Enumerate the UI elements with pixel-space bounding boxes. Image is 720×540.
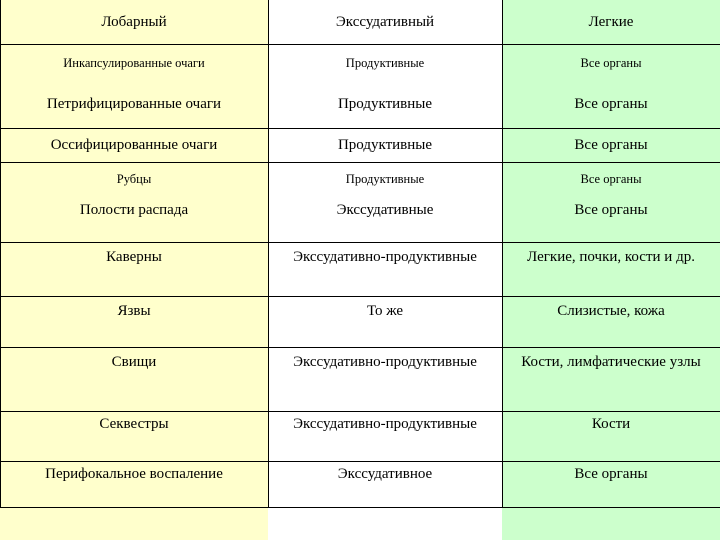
table-row [0,243,720,297]
table-cell: Рубцы [116,171,152,186]
table-row [0,81,720,129]
table-cell: Все органы [574,137,648,153]
table-row [0,412,720,462]
table-cell: Язвы [117,303,151,319]
table-cell: Полости распада [79,202,189,218]
table-cell: Все органы [574,466,648,482]
grid-line-column-1 [268,0,269,508]
table-row [0,45,720,81]
table-cell: Кости, лимфатические узлы [521,354,701,370]
table-cell: Продуктивные [337,96,433,112]
table-cell: Экссудативно-продуктивные [293,249,477,265]
table-row [0,462,720,508]
grid-line-column-2 [502,0,503,508]
grid-line-left [0,0,1,508]
table-cell: Кости [591,416,631,432]
table-cell: Петрифицированные очаги [46,96,222,112]
table-row [0,163,720,195]
table-cell: Секвестры [99,416,169,432]
table-cell: Экссудативно-продуктивные [293,354,477,370]
table-cell: Экссудативно-продуктивные [293,416,477,432]
table-cell: Все органы [574,96,648,112]
table-cell: Продуктивные [345,171,425,186]
table-cell: Экссудативное [337,466,433,482]
table-row [0,129,720,163]
table-cell: Продуктивные [337,137,433,153]
table-cell: Все органы [574,202,648,218]
header-cell: Лобарный [101,13,167,30]
table-cell: Инкапсулированные очаги [63,55,205,70]
table-cell: Легкие, почки, кости и др. [527,249,695,265]
table-row [0,297,720,348]
table-cell: Оссифицированные очаги [50,137,218,153]
table-cell: То же [366,303,404,319]
table-header-row [0,0,720,45]
table-cell: Слизистые, кожа [557,303,665,319]
table-cell: Перифокальное воспаление [45,466,223,482]
header-cell: Легкие [588,13,634,30]
table-cell: Свищи [111,354,157,370]
table-row [0,348,720,412]
header-cell: Экссудативный [335,13,435,30]
table-cell: Все органы [580,171,642,186]
table-cell: Продуктивные [345,55,425,70]
table-row [0,195,720,243]
table-cell: Все органы [580,55,642,70]
table-cell: Каверны [106,249,162,265]
table-cell: Экссудативные [336,202,434,218]
